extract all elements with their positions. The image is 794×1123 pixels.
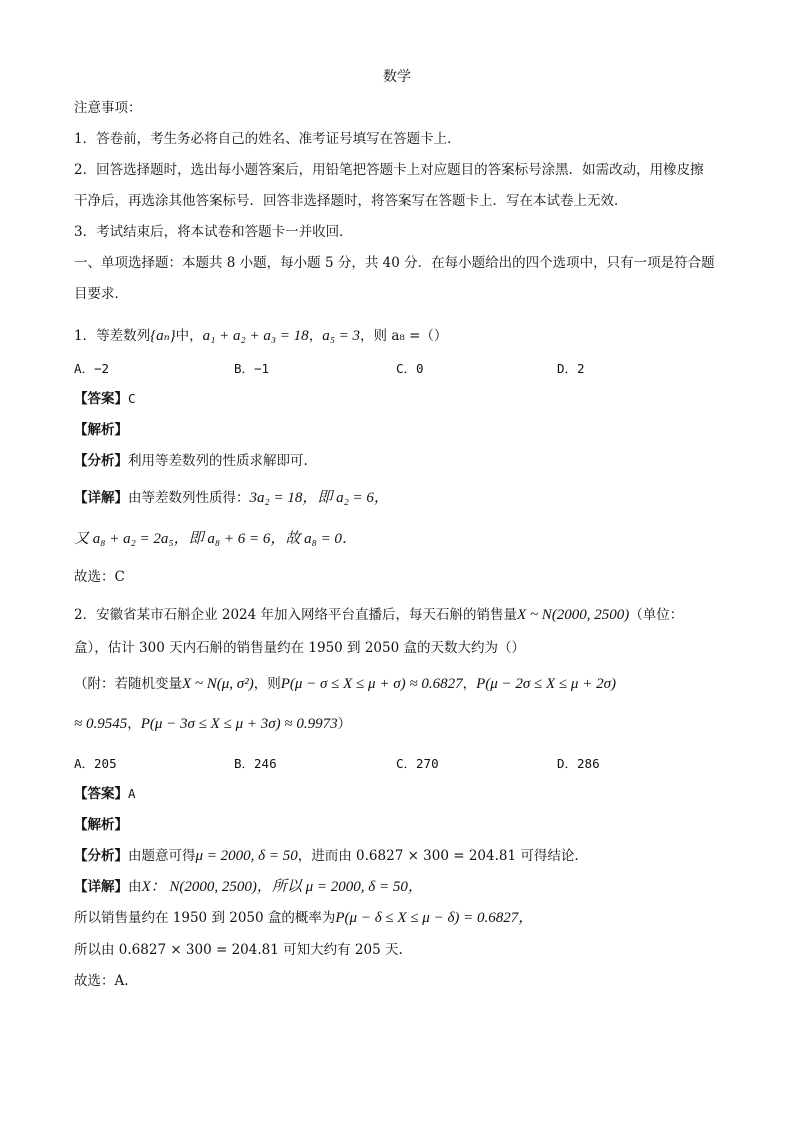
q2-detail-2-text: 所以销售量约在 1950 到 2050 盒的概率为 bbox=[74, 910, 336, 926]
q1-fenxi-text: 利用等差数列的性质求解即可. bbox=[128, 453, 308, 469]
q2-answer-value: A bbox=[128, 786, 136, 801]
notice-item-1: 1．答卷前，考生务必将自己的姓名、准考证号填写在答题卡上． bbox=[74, 131, 461, 147]
q1-option-c: C．0 bbox=[396, 361, 424, 376]
q2-stem-2: 盒），估计 300 天内石斛的销售量约在 1950 到 2050 盒的天数大约为（） bbox=[74, 640, 525, 656]
q2-note-1 bbox=[74, 674, 616, 694]
q1-option-a: A．−2 bbox=[74, 361, 110, 376]
q2-note-2-p2val: ≈ 0.9545 bbox=[74, 716, 128, 732]
q1-detail-1 bbox=[74, 488, 389, 508]
q2-detail-3: 所以由 0.6827 × 300 = 204.81 可知大约有 205 天. bbox=[74, 942, 403, 958]
q1-option-b: B．−1 bbox=[234, 361, 270, 376]
section-heading: 一、单项选择题：本题共 8 小题，每小题 5 分，共 40 分．在每小题给出的四个选项中，只有一项是符合题 bbox=[74, 255, 715, 271]
q2-stem-1 bbox=[74, 605, 683, 625]
q1-detail-1-text: 由等差数列性质得： bbox=[128, 490, 250, 506]
q2-note-2-p3: P(μ − 3σ ≤ X ≤ μ + 3σ) ≈ 0.9973 bbox=[140, 716, 338, 732]
q2-detail-1 bbox=[74, 877, 423, 897]
notice-item-3: 3．考试结束后，将本试卷和答题卡一并收回． bbox=[74, 224, 353, 240]
q2-detail-2 bbox=[74, 908, 533, 928]
q1-fenxi-label: 【分析】 bbox=[74, 453, 128, 469]
section-heading-cont: 目要求． bbox=[74, 286, 128, 302]
q2-note-2-end: ） bbox=[337, 716, 352, 732]
q1-answer-value: C bbox=[128, 391, 136, 406]
q1-analysis-label: 【解析】 bbox=[74, 422, 128, 438]
q2-stem-1-text: 2．安徽省某市石斛企业 2024 年加入网络平台直播后，每天石斛的销售量 bbox=[74, 607, 518, 623]
q1-prefix: 1．等差数列 bbox=[74, 328, 151, 344]
notice-item-2-cont: 干净后，再选涂其他答案标号．回答非选择题时，将答案写在答题卡上．写在本试卷上无效． bbox=[74, 193, 628, 209]
q2-note-1-p1: P(μ − σ ≤ X ≤ μ + σ) ≈ 0.6827 bbox=[280, 676, 463, 692]
q2-fenxi-label: 【分析】 bbox=[74, 848, 128, 864]
q2-option-d: D．286 bbox=[557, 756, 600, 771]
q2-option-a: A．205 bbox=[74, 756, 117, 771]
q1-sep: ， bbox=[308, 328, 323, 344]
q2-fenxi-text: 由题意可得 bbox=[128, 848, 196, 864]
page-title: 数学 bbox=[383, 69, 411, 85]
q2-note-2 bbox=[74, 714, 351, 734]
q2-answer bbox=[74, 784, 136, 804]
q1-mid: 中， bbox=[175, 328, 203, 344]
q1-eq1: a₁ + a₂ + a₃ = 18 bbox=[202, 328, 309, 344]
notice-heading: 注意事项： bbox=[74, 100, 142, 116]
q2-detail-1-math: X： N(2000, 2500)，所以 μ = 2000, δ = 50， bbox=[141, 879, 423, 895]
q2-note-1-p2: P(μ − 2σ ≤ X ≤ μ + 2σ) bbox=[476, 676, 616, 692]
q2-note-1-math: X ~ N(μ, σ²) bbox=[182, 676, 254, 692]
notice-item-2: 2．回答选择题时，选出每小题答案后，用铅笔把答题卡上对应题目的答案标号涂黑．如需改动，用橡皮擦 bbox=[74, 162, 704, 178]
q2-stem-1-end: （单位： bbox=[629, 607, 684, 623]
q2-xiangjie-label: 【详解】 bbox=[74, 879, 128, 895]
q1-eq2: a₅ = 3 bbox=[322, 328, 361, 344]
q2-option-c: C．270 bbox=[396, 756, 439, 771]
q2-detail-1-text: 由 bbox=[128, 879, 142, 895]
q1-answer-label: 【答案】 bbox=[74, 391, 128, 407]
q2-fenxi bbox=[74, 846, 579, 866]
q1-fenxi bbox=[74, 451, 308, 471]
q1-detail-1-math: 3a₂ = 18，即 a₂ = 6， bbox=[249, 490, 389, 506]
q2-note-2-sep: ， bbox=[127, 716, 141, 732]
q2-stem-1-math: X ~ N(2000, 2500) bbox=[517, 607, 630, 623]
q2-analysis-label: 【解析】 bbox=[74, 817, 128, 833]
q1-seq: {aₙ} bbox=[150, 328, 176, 344]
q2-choose: 故选：A. bbox=[74, 973, 129, 989]
q2-fenxi-end: ，进而由 0.6827 × 300 = 204.81 可得结论. bbox=[297, 848, 579, 864]
q2-fenxi-math: μ = 2000, δ = 50 bbox=[195, 848, 298, 864]
q2-note-1-text: （附：若随机变量 bbox=[74, 676, 182, 692]
q2-note-1-mid: ，则 bbox=[253, 676, 281, 692]
q2-note-1-sep: ， bbox=[462, 676, 477, 692]
q1-ask: ，则 a₈ =（） bbox=[360, 328, 448, 344]
q1-answer bbox=[74, 389, 136, 409]
q1-option-d: D．2 bbox=[557, 361, 585, 376]
q2-answer-label: 【答案】 bbox=[74, 786, 128, 802]
q1-choose: 故选：C bbox=[74, 569, 125, 585]
q1-stem bbox=[74, 326, 447, 346]
q1-xiangjie-label: 【详解】 bbox=[74, 490, 128, 506]
q1-detail-2: 又 a₈ + a₂ = 2a₅，即 a₈ + 6 = 6，故 a₈ = 0． bbox=[74, 531, 357, 547]
q2-detail-2-math: P(μ − δ ≤ X ≤ μ − δ) = 0.6827， bbox=[335, 910, 534, 926]
q2-option-b: B．246 bbox=[234, 756, 277, 771]
